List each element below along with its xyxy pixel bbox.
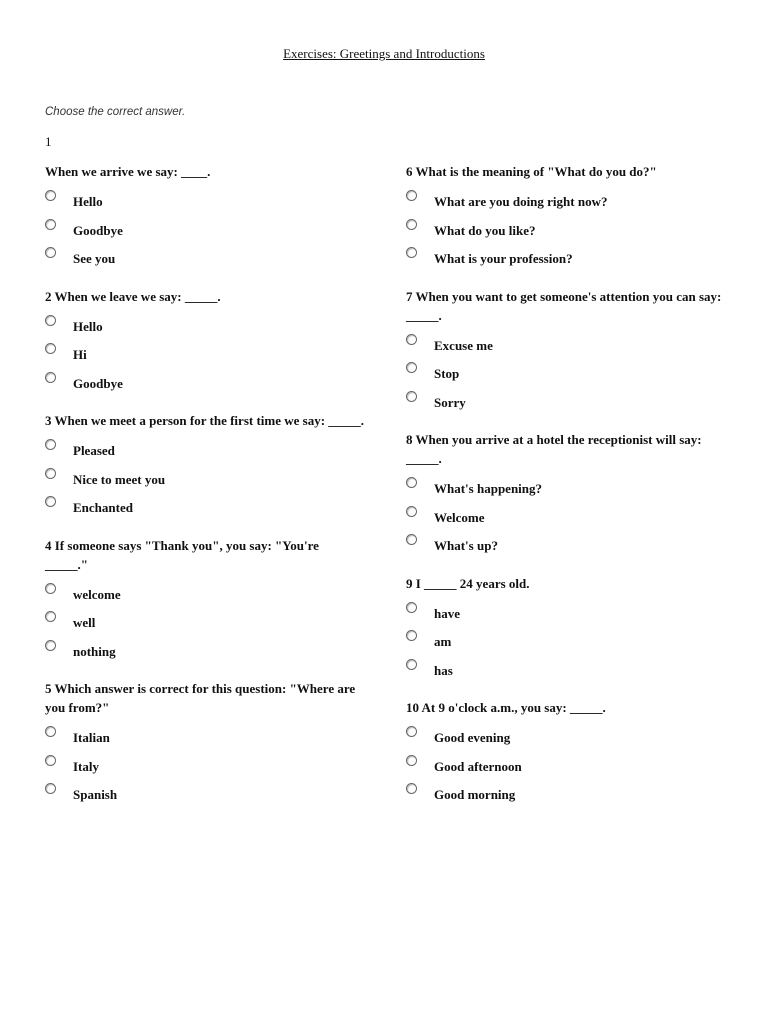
answer-option[interactable] xyxy=(406,629,726,658)
option-label: What is your profession? xyxy=(434,251,573,266)
option-label: Goodbye xyxy=(73,375,123,391)
answer-option[interactable] xyxy=(45,314,365,343)
radio-button[interactable] xyxy=(45,611,56,622)
option-label: welcome xyxy=(73,586,121,602)
option-label: have xyxy=(434,605,460,621)
option-label: See you xyxy=(73,251,116,266)
radio-button[interactable] xyxy=(406,534,417,545)
question-4 xyxy=(45,536,365,668)
question-1 xyxy=(45,162,365,275)
radio-button[interactable] xyxy=(45,219,56,230)
question-text: 5 Which answer is correct for this question: "Where are you from?" xyxy=(45,681,356,715)
answer-option[interactable] xyxy=(406,246,726,275)
radio-button[interactable] xyxy=(406,630,417,641)
radio-button[interactable] xyxy=(406,247,417,258)
radio-button[interactable] xyxy=(406,219,417,230)
question-8 xyxy=(406,430,726,562)
answer-option[interactable] xyxy=(406,725,726,754)
question-text: 8 When you arrive at a hotel the receptionist will say: _____. xyxy=(406,432,702,466)
option-label: has xyxy=(434,662,453,678)
answer-option[interactable] xyxy=(406,754,726,783)
answer-option[interactable] xyxy=(45,639,365,668)
question-6 xyxy=(406,162,726,275)
radio-button[interactable] xyxy=(406,190,417,201)
radio-button[interactable] xyxy=(45,726,56,737)
option-label: Italy xyxy=(73,758,99,774)
option-label: Good morning xyxy=(434,787,516,802)
answer-option[interactable] xyxy=(406,658,726,687)
answer-option[interactable] xyxy=(45,582,365,611)
answer-option[interactable] xyxy=(45,495,365,524)
option-label: Excuse me xyxy=(434,337,493,353)
radio-button[interactable] xyxy=(45,583,56,594)
option-label: Hello xyxy=(73,194,103,209)
question-10 xyxy=(406,698,726,811)
question-text: 6 What is the meaning of "What do you do?" xyxy=(406,164,657,179)
radio-button[interactable] xyxy=(406,726,417,737)
radio-button[interactable] xyxy=(406,506,417,517)
option-label: Hi xyxy=(73,347,87,362)
option-label: am xyxy=(434,634,452,649)
radio-button[interactable] xyxy=(45,343,56,354)
radio-button[interactable] xyxy=(45,247,56,258)
option-label: Italian xyxy=(73,730,110,745)
option-label: Spanish xyxy=(73,787,118,802)
question-text: 4 If someone says "Thank you", you say: "You're _____." xyxy=(45,537,319,572)
radio-button[interactable] xyxy=(406,391,417,402)
radio-button[interactable] xyxy=(45,496,56,507)
answer-option[interactable] xyxy=(406,782,726,811)
option-label: Goodbye xyxy=(73,222,123,238)
option-label: well xyxy=(73,615,96,630)
answer-option[interactable] xyxy=(45,754,365,783)
question-7 xyxy=(406,287,726,419)
option-label: What's up? xyxy=(434,538,498,553)
option-label: Enchanted xyxy=(73,500,133,515)
radio-button[interactable] xyxy=(406,755,417,766)
radio-button[interactable] xyxy=(406,659,417,670)
radio-button[interactable] xyxy=(406,362,417,373)
radio-button[interactable] xyxy=(406,477,417,488)
radio-button[interactable] xyxy=(45,190,56,201)
option-label: What do you like? xyxy=(434,222,536,238)
answer-option[interactable] xyxy=(406,361,726,390)
answer-option[interactable] xyxy=(45,342,365,371)
answer-option[interactable] xyxy=(45,246,365,275)
answer-option[interactable] xyxy=(406,218,726,247)
option-label: Pleased xyxy=(73,443,115,458)
question-text: 3 When we meet a person for the first time we say: _____. xyxy=(45,413,365,428)
option-label: What's happening? xyxy=(434,481,543,496)
option-label: nothing xyxy=(73,643,116,659)
answer-option[interactable] xyxy=(406,505,726,534)
option-label: Stop xyxy=(434,366,460,381)
question-text: 2 When we leave we say: _____. xyxy=(45,288,221,304)
answer-option[interactable] xyxy=(45,218,365,247)
radio-button[interactable] xyxy=(45,315,56,326)
option-label: Good afternoon xyxy=(434,758,522,774)
questions-column-right xyxy=(406,162,726,823)
radio-button[interactable] xyxy=(45,755,56,766)
question-text: When we arrive we say: ____. xyxy=(45,164,211,179)
option-label: Hello xyxy=(73,318,103,334)
question-text: 10 At 9 o'clock a.m., you say: _____. xyxy=(406,700,606,715)
answer-option[interactable] xyxy=(45,725,365,754)
radio-button[interactable] xyxy=(406,334,417,345)
radio-button[interactable] xyxy=(45,372,56,383)
option-label: Welcome xyxy=(434,509,485,525)
answer-option[interactable] xyxy=(406,476,726,505)
instructions: Choose the correct answer. xyxy=(45,106,186,118)
page-title: Exercises: Greetings and Introductions xyxy=(283,46,485,61)
answer-option[interactable] xyxy=(406,189,726,218)
radio-button[interactable] xyxy=(45,640,56,651)
answer-option[interactable] xyxy=(406,390,726,419)
option-label: Nice to meet you xyxy=(73,471,166,487)
radio-button[interactable] xyxy=(45,439,56,450)
questions-column-left xyxy=(45,162,365,823)
question-number: 1 xyxy=(45,134,52,149)
answer-option[interactable] xyxy=(406,333,726,362)
option-label: What are you doing right now? xyxy=(434,194,608,209)
answer-option[interactable] xyxy=(45,371,365,400)
question-5 xyxy=(45,679,365,811)
answer-option[interactable] xyxy=(45,610,365,639)
option-label: Good evening xyxy=(434,730,511,745)
answer-option[interactable] xyxy=(45,782,365,811)
question-3 xyxy=(45,411,365,524)
radio-button[interactable] xyxy=(406,602,417,613)
answer-option[interactable] xyxy=(45,467,365,496)
answer-option[interactable] xyxy=(45,438,365,467)
radio-button[interactable] xyxy=(406,783,417,794)
question-text: 9 I _____ 24 years old. xyxy=(406,575,530,591)
question-2 xyxy=(45,287,365,400)
radio-button[interactable] xyxy=(45,468,56,479)
answer-option[interactable] xyxy=(406,533,726,562)
option-label: Sorry xyxy=(434,394,466,410)
question-text: 7 When you want to get someone's attention you can say: _____. xyxy=(406,288,722,323)
answer-option[interactable] xyxy=(406,601,726,630)
radio-button[interactable] xyxy=(45,783,56,794)
question-9 xyxy=(406,574,726,687)
answer-option[interactable] xyxy=(45,189,365,218)
